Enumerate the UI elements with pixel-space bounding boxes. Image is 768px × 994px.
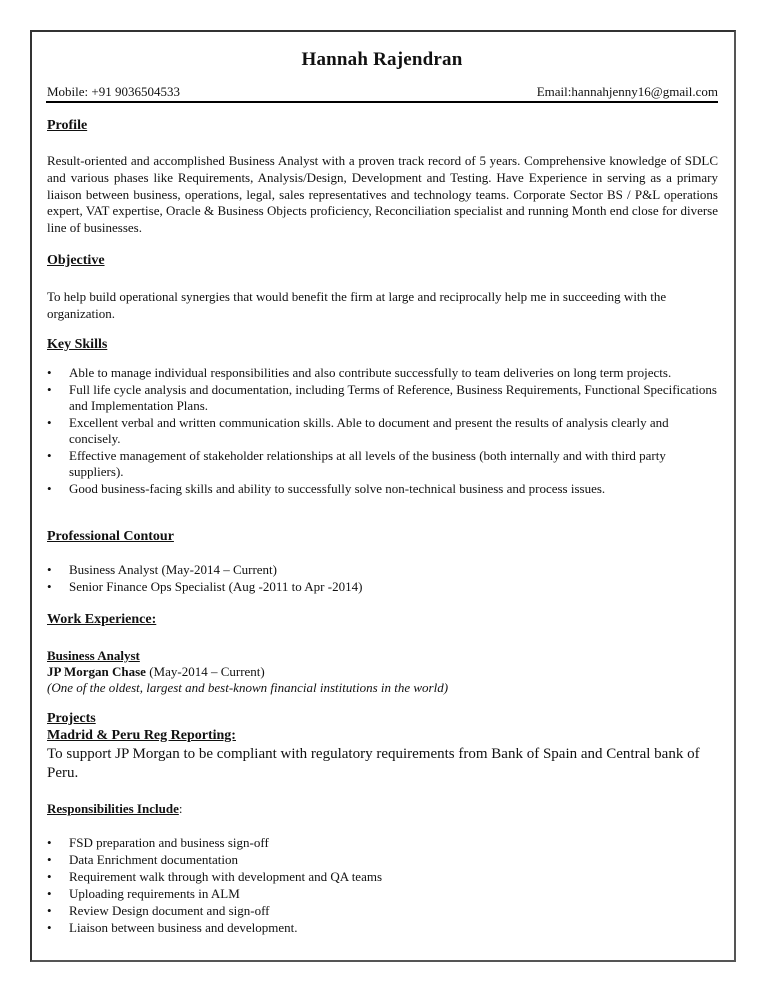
key-skills-list	[47, 365, 718, 497]
objective-text: To help build operational synergies that would benefit the firm at large and reciprocally help me in succeeding with the organization.	[47, 289, 667, 321]
responsibilities-colon: :	[178, 801, 183, 816]
resume-page	[30, 30, 736, 962]
email-address: Email:hannahjenny16@gmail.com	[536, 84, 718, 99]
employer-line	[47, 664, 718, 680]
candidate-name: Hannah Rajendran	[301, 49, 463, 70]
list-item: • Able to manage individual responsibilities and also contribute successfully to team deliveries on long term projects.	[47, 365, 718, 382]
company-note: (One of the oldest, largest and best-known financial institutions in the world)	[47, 680, 449, 695]
responsibilities-heading: Responsibilities Include	[47, 801, 179, 816]
list-item: • Excellent verbal and written communication skills. Able to document and present the results of analysis clearly and concisely.	[47, 415, 718, 448]
list-item: • Effective management of stakeholder relationships at all levels of the business (both internally and with third party suppliers).	[47, 448, 718, 481]
profile-text: Result-oriented and accomplished Business Analyst with a proven track record of 5 years. Comprehensive knowledge of SDLC and various phases like Requirements, Analysis/Design, Development and Testing. Have Experience in serving as a primary liaison between business, operations, legal, sales representatives and technology teams. Corporate Sector BS / P&L operations expert, VAT expertise, Oracle & Business Objects proficiency, Reconciliation specialist and running Month end close for diverse line of businesses.	[47, 153, 718, 236]
professional-contour-heading: Professional Contour	[47, 529, 174, 544]
list-item: • Business Analyst (May-2014 – Current)	[47, 562, 718, 579]
responsibilities-list	[47, 834, 718, 936]
professional-contour-list	[47, 562, 718, 595]
list-item: • Good business-facing skills and ability to successfully solve non-technical business and process issues.	[47, 481, 718, 498]
company-name: JP Morgan Chase	[47, 664, 146, 679]
work-experience-heading: Work Experience:	[47, 612, 157, 627]
objective-heading: Objective	[47, 253, 105, 268]
profile-heading: Profile	[47, 118, 88, 133]
list-item: • Review Design document and sign-off	[47, 902, 718, 919]
role-title: Business Analyst	[47, 648, 140, 663]
list-item: • Senior Finance Ops Specialist (Aug -2011 to Apr -2014)	[47, 579, 718, 596]
project-title: Madrid & Peru Reg Reporting:	[47, 728, 236, 743]
list-item: • FSD preparation and business sign-off	[47, 834, 718, 851]
responsibilities-heading-line	[47, 801, 718, 817]
list-item: • Data Enrichment documentation	[47, 851, 718, 868]
project-description: To support JP Morgan to be compliant with regulatory requirements from Bank of Spain and Central bank of Peru.	[47, 746, 700, 781]
key-skills-heading: Key Skills	[47, 337, 108, 352]
list-item: • Requirement walk through with development and QA teams	[47, 868, 718, 885]
list-item: • Liaison between business and development.	[47, 919, 718, 936]
mobile-number: Mobile: +91 9036504533	[47, 84, 180, 99]
list-item: • Full life cycle analysis and documentation, including Terms of Reference, Business Requirements, Functional Specifications and Implementation Plans.	[47, 382, 718, 415]
employment-dates: (May-2014 – Current)	[145, 664, 265, 679]
list-item: • Uploading requirements in ALM	[47, 885, 718, 902]
contact-line	[46, 83, 718, 103]
projects-heading: Projects	[47, 711, 96, 726]
